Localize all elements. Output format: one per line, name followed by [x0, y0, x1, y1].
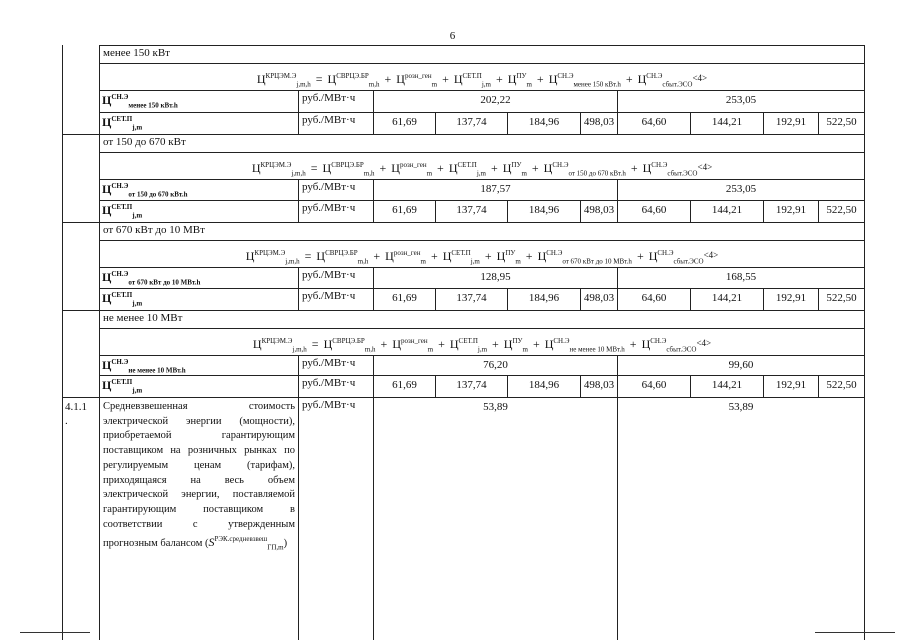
- footer-rule-left: [20, 632, 90, 633]
- equals-sign: =: [315, 72, 323, 86]
- term-svrce: [316, 249, 369, 266]
- symbol-c: Ц: [442, 249, 452, 263]
- set-value-5: 64,60: [617, 375, 690, 397]
- sn-unit: руб./МВт·ч: [298, 267, 373, 288]
- symbol-sub: не менее 10 МВт.h: [128, 366, 186, 375]
- symbol-sub: m: [426, 169, 433, 178]
- sn-row: [62, 179, 865, 200]
- set-value-1: 61,69: [373, 200, 435, 222]
- row-number-text: 4.1.1: [65, 401, 87, 413]
- set-value-2: 137,74: [435, 375, 507, 397]
- set-row: [62, 112, 865, 134]
- formula: [99, 152, 865, 179]
- symbol-sup: СВРЦЭ.БР: [331, 161, 364, 169]
- plus-sign: +: [492, 337, 499, 351]
- symbol-sup: СЕТ.П: [457, 161, 477, 169]
- term-sbyt: [648, 249, 704, 266]
- number-cell: [62, 152, 99, 179]
- symbol-c: Ц: [448, 161, 458, 175]
- sn-row: [62, 90, 865, 112]
- term-sbyt: [641, 337, 697, 354]
- symbol-sup: СЕТ.П: [111, 203, 133, 211]
- symbol-sub: m: [522, 345, 528, 354]
- symbol-sub: j,m: [132, 386, 143, 395]
- sn-unit: руб./МВт·ч: [298, 90, 373, 112]
- plus-sign: +: [625, 72, 633, 86]
- page-number: 6: [449, 30, 456, 42]
- symbol-sup: СЕТ.П: [111, 291, 133, 299]
- set-value-7: 192,91: [763, 288, 818, 310]
- symbol-sup: розн_ген: [399, 161, 427, 169]
- equals-sign: =: [304, 249, 312, 263]
- symbol-sub: j,m,h: [285, 257, 300, 266]
- symbol-c: Ц: [507, 72, 517, 86]
- term-sbyt: [637, 72, 693, 89]
- formula: [99, 240, 865, 267]
- symbol-sup: КРЦЭМ.Э: [261, 337, 293, 345]
- set-symbol: [102, 378, 143, 395]
- symbol-sub: менее 150 кВт.h: [128, 101, 178, 110]
- symbol-c: Ц: [102, 203, 112, 217]
- symbol-sub: j,m: [470, 257, 480, 266]
- symbol-c: Ц: [385, 249, 394, 263]
- term-sn: [543, 161, 626, 178]
- sn-symbol: [102, 270, 201, 287]
- sn-label: [99, 267, 298, 288]
- number-cell: [62, 134, 99, 152]
- set-value-6: 144,21: [690, 200, 763, 222]
- block-title-row: [62, 310, 865, 328]
- symbol-sub: от 150 до 670 кВт.h: [128, 190, 188, 199]
- symbol-c: Ц: [503, 337, 513, 351]
- symbol-sup: СЕТ.П: [111, 378, 133, 386]
- term-krcem: [245, 249, 300, 266]
- set-value-6: 144,21: [690, 112, 763, 134]
- description-text: Средневзвешенная стоимость электрической энергии (мощности), приобретаемой гарантирующим поставщиком на розничных рынках по регулируемым ценам (тарифам), приходящаяся на весь объем электрической энергии, поставляемой гарантирующим поставщиком в соответствии с утвержденным прогнозным балансом (: [103, 401, 295, 550]
- symbol-sup: ПУ: [512, 337, 523, 345]
- block-title: не менее 10 МВт: [99, 310, 865, 328]
- symbol-sub: от 670 кВт до 10 МВт.h: [562, 257, 632, 266]
- symbol-sub: менее 150 кВт.h: [573, 80, 621, 89]
- formula-row: [62, 328, 865, 355]
- symbol-sup: СЕТ.П: [451, 249, 471, 257]
- sn-unit: руб./МВт·ч: [298, 179, 373, 200]
- term-set: [449, 337, 488, 354]
- term-rozn: [392, 337, 434, 354]
- term-krcem: [252, 337, 307, 354]
- set-value-4: 498,03: [580, 375, 617, 397]
- equals-sign: =: [310, 161, 318, 175]
- formula-row: [62, 240, 865, 267]
- symbol-c: Ц: [391, 161, 400, 175]
- footnote-ref: <4>: [697, 162, 713, 172]
- symbol-sub: j,m: [477, 345, 488, 354]
- set-value-2: 137,74: [435, 288, 507, 310]
- close-paren: ): [283, 538, 288, 550]
- set-label: [99, 375, 298, 397]
- set-label: [99, 112, 298, 134]
- symbol-sup: СН.Э: [552, 161, 569, 169]
- set-row: [62, 375, 865, 397]
- set-unit: руб./МВт·ч: [298, 112, 373, 134]
- term-svrce: [323, 337, 376, 354]
- term-pu: [502, 161, 527, 178]
- set-value-2: 137,74: [435, 112, 507, 134]
- symbol-c: Ц: [322, 161, 332, 175]
- plus-sign: +: [442, 72, 449, 86]
- number-cell: [62, 375, 99, 397]
- symbol-sub: m: [420, 257, 426, 266]
- set-value-8: 522,50: [818, 288, 865, 310]
- s-sup: РЭК.средневзвеш: [214, 535, 268, 544]
- formula-row: [62, 152, 865, 179]
- number-cell: [62, 240, 99, 267]
- symbol-c: Ц: [252, 337, 262, 351]
- symbol-sup: КРЦЭМ.Э: [254, 249, 286, 257]
- symbol-sup: КРЦЭМ.Э: [260, 161, 292, 169]
- set-value-4: 498,03: [580, 112, 617, 134]
- row-number: [62, 397, 99, 640]
- symbol-c: Ц: [396, 72, 405, 86]
- symbol-c: Ц: [323, 337, 333, 351]
- set-symbol: [102, 291, 143, 308]
- term-rozn: [396, 72, 438, 89]
- number-cell: [62, 63, 99, 90]
- symbol-sup: СЕТ.П: [458, 337, 478, 345]
- footnote-ref: <4>: [703, 250, 719, 260]
- s-sub: ГП,m: [267, 543, 284, 552]
- number-cell: [62, 328, 99, 355]
- symbol-c: Ц: [648, 249, 658, 263]
- set-value-4: 498,03: [580, 288, 617, 310]
- formula: [99, 63, 865, 90]
- symbol-c: Ц: [641, 337, 651, 351]
- symbol-sup: розн_ген: [404, 72, 432, 80]
- term-set: [442, 249, 480, 266]
- plus-sign: +: [437, 161, 444, 175]
- block-title: менее 150 кВт: [99, 45, 865, 63]
- symbol-c: Ц: [537, 249, 547, 263]
- symbol-c: Ц: [102, 115, 112, 129]
- symbol-sub: j,m,h: [292, 345, 307, 354]
- plus-sign: +: [531, 161, 539, 175]
- symbol-c: Ц: [245, 249, 255, 263]
- symbol-sub: не менее 10 МВт.h: [569, 345, 625, 354]
- symbol-sup: СВРЦЭ.БР: [336, 72, 369, 80]
- plus-sign: +: [536, 72, 544, 86]
- sn-symbol: [102, 358, 186, 375]
- plus-sign: +: [495, 72, 503, 86]
- sn-row: [62, 267, 865, 288]
- term-set: [448, 161, 486, 178]
- set-label: [99, 200, 298, 222]
- plus-sign: +: [384, 72, 392, 86]
- set-unit: руб./МВт·ч: [298, 375, 373, 397]
- sn-label: [99, 179, 298, 200]
- term-pu: [503, 337, 528, 354]
- term-pu: [496, 249, 521, 266]
- symbol-sub: от 150 до 670 кВт.h: [568, 169, 626, 178]
- block-title-row: [62, 222, 865, 240]
- s-symbol: [208, 535, 284, 552]
- symbol-sup: розн_ген: [393, 249, 421, 257]
- block-title: от 150 до 670 кВт: [99, 134, 865, 152]
- symbol-sub: от 670 кВт до 10 МВт.h: [128, 278, 201, 287]
- symbol-sup: ПУ: [516, 72, 527, 80]
- set-value-3: 184,96: [507, 288, 580, 310]
- row-unit: руб./МВт·ч: [298, 397, 373, 640]
- symbol-sub: m,h: [368, 80, 380, 89]
- symbol-c: Ц: [543, 161, 553, 175]
- set-value-8: 522,50: [818, 200, 865, 222]
- set-value-8: 522,50: [818, 112, 865, 134]
- row-value-2: 53,89: [617, 397, 865, 640]
- symbol-c: Ц: [637, 72, 647, 86]
- set-row: [62, 288, 865, 310]
- symbol-c: Ц: [544, 337, 554, 351]
- sn-value-1: 76,20: [373, 355, 617, 375]
- symbol-sup: СН.Э: [546, 249, 563, 257]
- sn-label: [99, 355, 298, 375]
- symbol-c: Ц: [327, 72, 337, 86]
- symbol-sup: СН.Э: [650, 337, 667, 345]
- symbol-sup: ПУ: [505, 249, 516, 257]
- number-cell: [62, 200, 99, 222]
- plus-sign: +: [629, 337, 637, 351]
- set-value-7: 192,91: [763, 375, 818, 397]
- symbol-c: Ц: [256, 72, 266, 86]
- number-cell: [62, 355, 99, 375]
- symbol-c: Ц: [251, 161, 261, 175]
- symbol-sub: j,m,h: [296, 80, 311, 89]
- sn-row: [62, 355, 865, 375]
- symbol-sub: m: [515, 257, 521, 266]
- symbol-sub: сбыт.ЭСО: [667, 169, 698, 178]
- set-unit: руб./МВт·ч: [298, 288, 373, 310]
- plus-sign: +: [490, 161, 498, 175]
- term-krcem: [251, 161, 306, 178]
- symbol-sup: СН.Э: [553, 337, 570, 345]
- symbol-sub: сбыт.ЭСО: [662, 80, 693, 89]
- term-rozn: [391, 161, 433, 178]
- symbol-c: Ц: [496, 249, 506, 263]
- symbol-sub: j,m: [132, 299, 143, 308]
- symbol-c: Ц: [102, 291, 112, 305]
- symbol-sup: СВРЦЭ.БР: [332, 337, 365, 345]
- term-krcem: [256, 72, 311, 89]
- term-svrce: [327, 72, 380, 89]
- block-title-row: [62, 45, 865, 63]
- symbol-c: Ц: [102, 358, 112, 372]
- symbol-sup: СЕТ.П: [111, 115, 133, 123]
- set-value-7: 192,91: [763, 200, 818, 222]
- plus-sign: +: [532, 337, 540, 351]
- plus-sign: +: [525, 249, 533, 263]
- sn-value-2: 253,05: [617, 179, 865, 200]
- sn-value-1: 187,57: [373, 179, 617, 200]
- number-cell: [62, 288, 99, 310]
- set-value-5: 64,60: [617, 288, 690, 310]
- symbol-sub: j,m: [132, 211, 143, 220]
- symbol-sub: m: [431, 80, 438, 89]
- set-value-3: 184,96: [507, 200, 580, 222]
- symbol-c: Ц: [449, 337, 459, 351]
- plus-sign: +: [636, 249, 644, 263]
- formula: [99, 328, 865, 355]
- block-title: от 670 кВт до 10 МВт: [99, 222, 865, 240]
- term-set: [453, 72, 491, 89]
- term-sn: [537, 249, 632, 266]
- set-value-6: 144,21: [690, 288, 763, 310]
- symbol-c: Ц: [453, 72, 463, 86]
- sn-unit: руб./МВт·ч: [298, 355, 373, 375]
- footer-rule-right: [815, 632, 895, 633]
- number-cell: [62, 310, 99, 328]
- symbol-c: Ц: [502, 161, 512, 175]
- sn-symbol: [102, 182, 188, 199]
- symbol-sup: СН.Э: [111, 270, 129, 278]
- symbol-sub: j,m: [476, 169, 486, 178]
- set-row: [62, 200, 865, 222]
- symbol-sub: m,h: [363, 169, 375, 178]
- plus-sign: +: [438, 337, 445, 351]
- symbol-sup: СН.Э: [111, 358, 129, 366]
- set-value-1: 61,69: [373, 375, 435, 397]
- symbol-sup: СН.Э: [111, 182, 129, 190]
- set-value-2: 137,74: [435, 200, 507, 222]
- number-cell: [62, 267, 99, 288]
- number-cell: [62, 45, 99, 63]
- symbol-sub: сбыт.ЭСО: [666, 345, 697, 354]
- sn-value-1: 202,22: [373, 90, 617, 112]
- sn-value-2: 253,05: [617, 90, 865, 112]
- symbol-c: Ц: [316, 249, 326, 263]
- symbol-sup: ПУ: [511, 161, 522, 169]
- symbol-sup: СН.Э: [651, 161, 668, 169]
- symbol-sup: СВРЦЭ.БР: [325, 249, 358, 257]
- symbol-c: Ц: [102, 93, 112, 107]
- term-sn: [548, 72, 621, 89]
- block-title-row: [62, 134, 865, 152]
- set-value-6: 144,21: [690, 375, 763, 397]
- table-left-border: [62, 45, 63, 640]
- sn-symbol: [102, 93, 178, 110]
- plus-sign: +: [484, 249, 492, 263]
- set-unit: руб./МВт·ч: [298, 200, 373, 222]
- set-value-5: 64,60: [617, 200, 690, 222]
- symbol-sup: КРЦЭМ.Э: [265, 72, 297, 80]
- symbol-sup: розн_ген: [400, 337, 428, 345]
- plus-sign: +: [630, 161, 638, 175]
- symbol-sub: j,m,h: [291, 169, 306, 178]
- symbol-sup: СН.Э: [111, 93, 129, 101]
- symbol-sub: m,h: [364, 345, 376, 354]
- footnote-ref: <4>: [692, 73, 708, 83]
- sn-value-2: 168,55: [617, 267, 865, 288]
- set-value-4: 498,03: [580, 200, 617, 222]
- set-value-5: 64,60: [617, 112, 690, 134]
- plus-sign: +: [379, 161, 387, 175]
- plus-sign: +: [380, 337, 388, 351]
- row-4-1-1: [62, 397, 865, 640]
- symbol-sub: m: [526, 80, 532, 89]
- symbol-c: Ц: [392, 337, 401, 351]
- symbol-c: Ц: [548, 72, 558, 86]
- sn-label: [99, 90, 298, 112]
- s-letter: S: [208, 535, 215, 550]
- plus-sign: +: [430, 249, 438, 263]
- set-value-3: 184,96: [507, 375, 580, 397]
- row-number-dot: .: [65, 415, 68, 427]
- set-value-8: 522,50: [818, 375, 865, 397]
- symbol-sup: СН.Э: [557, 72, 574, 80]
- formula-row: [62, 63, 865, 90]
- symbol-sub: m: [521, 169, 527, 178]
- footnote-ref: <4>: [696, 338, 712, 348]
- term-sn: [544, 337, 625, 354]
- number-cell: [62, 222, 99, 240]
- set-value-1: 61,69: [373, 288, 435, 310]
- symbol-c: Ц: [102, 378, 112, 392]
- number-cell: [62, 90, 99, 112]
- set-label: [99, 288, 298, 310]
- symbol-sup: СН.Э: [646, 72, 663, 80]
- symbol-sub: j,m: [481, 80, 491, 89]
- number-cell: [62, 112, 99, 134]
- set-value-1: 61,69: [373, 112, 435, 134]
- symbol-sub: сбыт.ЭСО: [673, 257, 704, 266]
- term-rozn: [385, 249, 426, 266]
- symbol-c: Ц: [102, 270, 112, 284]
- sn-value-1: 128,95: [373, 267, 617, 288]
- set-value-7: 192,91: [763, 112, 818, 134]
- row-description: [99, 397, 298, 640]
- symbol-c: Ц: [642, 161, 652, 175]
- plus-sign: +: [373, 249, 381, 263]
- symbol-sub: m: [427, 345, 434, 354]
- symbol-sub: m,h: [357, 257, 369, 266]
- symbol-c: Ц: [102, 182, 112, 196]
- set-symbol: [102, 203, 143, 220]
- equals-sign: =: [311, 337, 319, 351]
- symbol-sub: j,m: [132, 123, 143, 132]
- term-svrce: [322, 161, 375, 178]
- symbol-sup: СЕТ.П: [462, 72, 482, 80]
- symbol-sup: СН.Э: [657, 249, 674, 257]
- set-value-3: 184,96: [507, 112, 580, 134]
- number-cell: [62, 179, 99, 200]
- sn-value-2: 99,60: [617, 355, 865, 375]
- row-value-1: 53,89: [373, 397, 617, 640]
- set-symbol: [102, 115, 143, 132]
- term-sbyt: [642, 161, 698, 178]
- term-pu: [507, 72, 532, 89]
